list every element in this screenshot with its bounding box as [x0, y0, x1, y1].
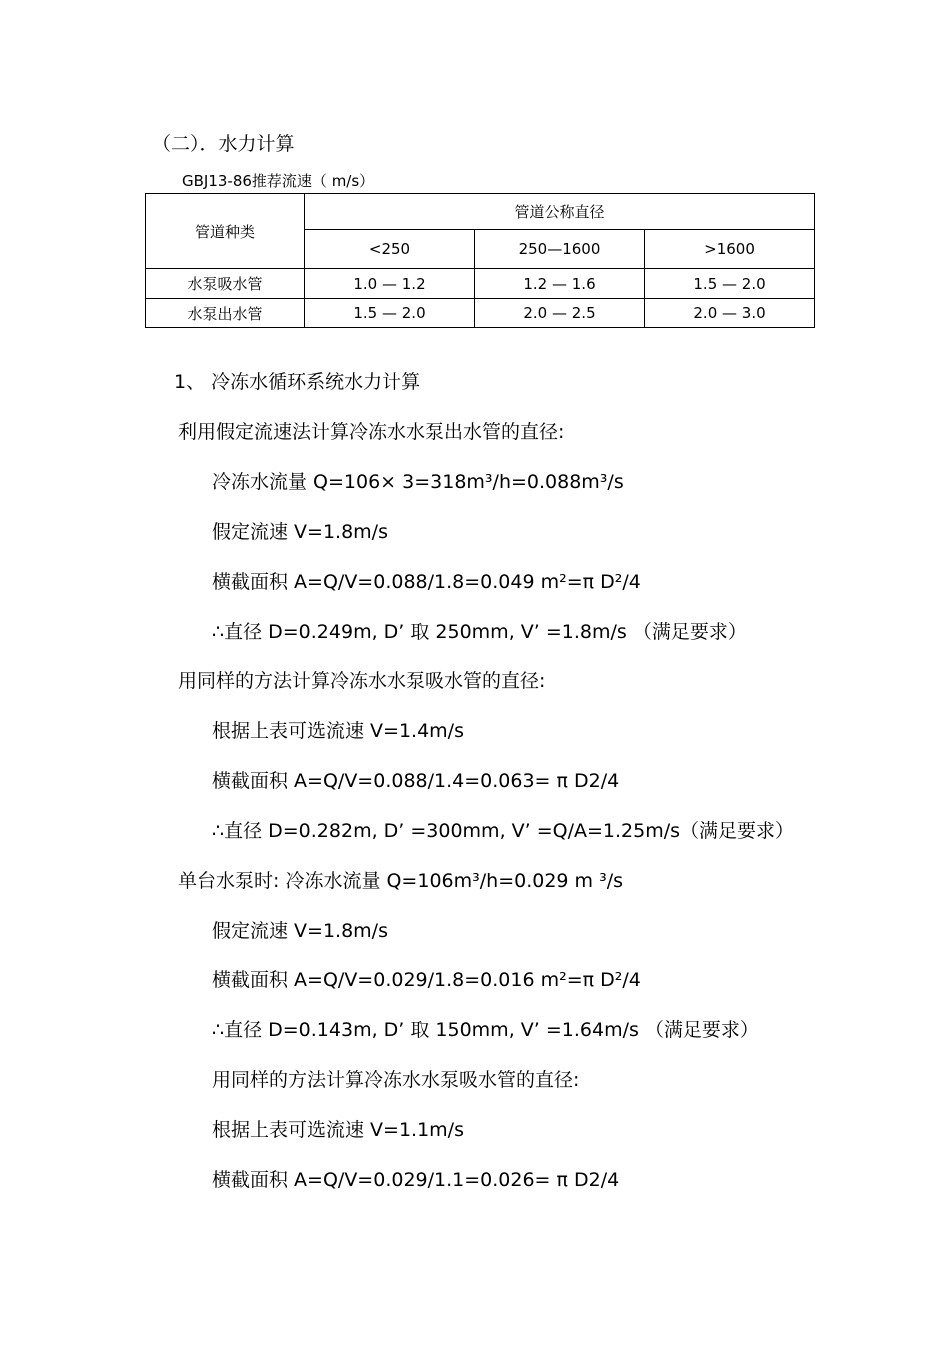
text-line: 利用假定流速法计算冷冻水水泵出水管的直径: — [178, 421, 565, 443]
text-line: ∴直径 D=0.249m, D’ 取 250mm, V’ =1.8m/s （满足要求） — [212, 621, 747, 643]
row-label: 水泵出水管 — [146, 299, 305, 328]
section-title: （二）．水力计算 — [152, 133, 295, 155]
text-line: 单台水泵时: 冷冻水流量 Q=106m³/h=0.029 m ³/s — [178, 870, 624, 892]
text-line: 用同样的方法计算冷冻水水泵吸水管的直径: — [212, 1069, 580, 1091]
header-nominal-diameter: 管道公称直径 — [305, 194, 815, 230]
table-cell: 2.0 — 2.5 — [475, 299, 645, 328]
text-line: 根据上表可选流速 V=1.4m/s — [212, 720, 464, 742]
table-caption: GBJ13-86推荐流速（ m/s） — [182, 172, 375, 190]
table-row — [146, 299, 815, 328]
text-line: 假定流速 V=1.8m/s — [212, 521, 388, 543]
text-line: 假定流速 V=1.8m/s — [212, 920, 388, 942]
text-line: 横截面积 A=Q/V=0.088/1.8=0.049 m²=π D²/4 — [212, 571, 641, 593]
text-line: 横截面积 A=Q/V=0.029/1.1=0.026= π D2/4 — [212, 1169, 620, 1191]
text-line: 根据上表可选流速 V=1.1m/s — [212, 1119, 464, 1141]
subheader-cell: >1600 — [645, 230, 815, 269]
table-cell: 1.2 — 1.6 — [475, 269, 645, 299]
table-header-row — [146, 194, 815, 230]
subsection-heading: 1、 冷冻水循环系统水力计算 — [174, 371, 421, 393]
subheader-cell: 250—1600 — [475, 230, 645, 269]
table-cell: 1.5 — 2.0 — [645, 269, 815, 299]
table-cell: 1.0 — 1.2 — [305, 269, 475, 299]
text-line: ∴直径 D=0.282m, D’ =300mm, V’ =Q/A=1.25m/s（满足要求） — [212, 820, 795, 842]
text-line: 用同样的方法计算冷冻水水泵吸水管的直径: — [178, 670, 546, 692]
text-line: 横截面积 A=Q/V=0.029/1.8=0.016 m²=π D²/4 — [212, 969, 641, 991]
text-line: 横截面积 A=Q/V=0.088/1.4=0.063= π D2/4 — [212, 770, 620, 792]
subheader-cell: <250 — [305, 230, 475, 269]
text-line: 冷冻水流量 Q=106× 3=318m³/h=0.088m³/s — [212, 471, 624, 493]
table-cell: 1.5 — 2.0 — [305, 299, 475, 328]
flow-velocity-table — [145, 193, 815, 328]
row-label: 水泵吸水管 — [146, 269, 305, 299]
header-pipe-type: 管道种类 — [146, 194, 305, 269]
table-cell: 2.0 — 3.0 — [645, 299, 815, 328]
text-line: ∴直径 D=0.143m, D’ 取 150mm, V’ =1.64m/s （满足要求） — [212, 1019, 759, 1041]
table-row — [146, 269, 815, 299]
